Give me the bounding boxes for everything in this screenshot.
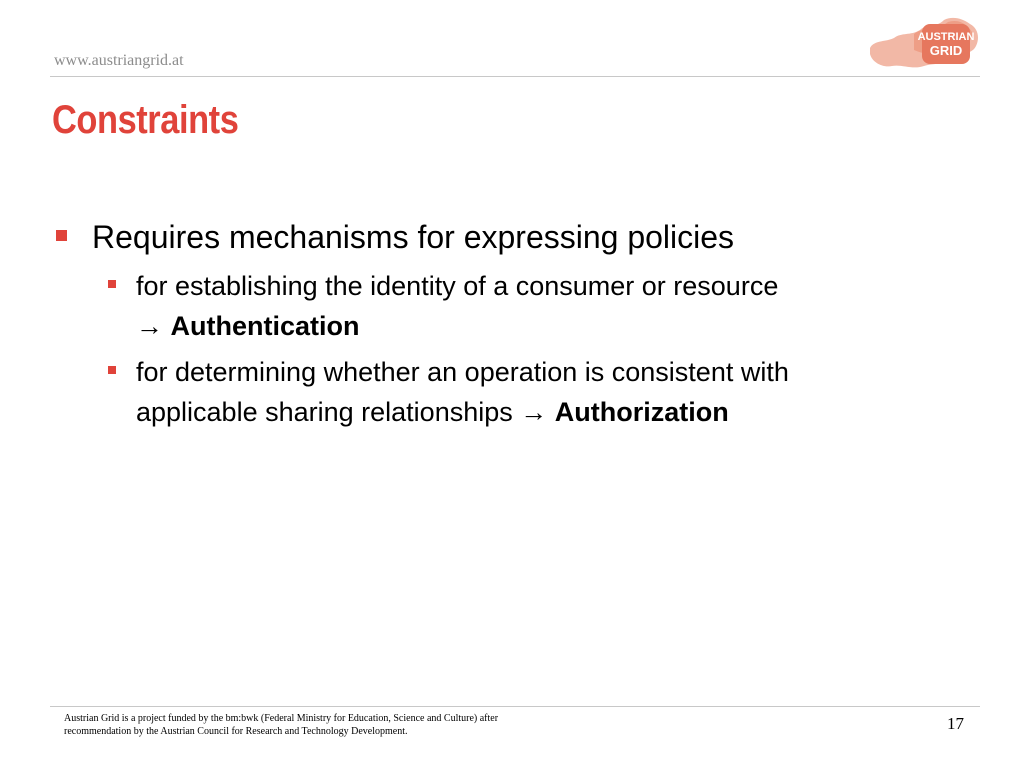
- logo-text-austrian: AUSTRIAN: [917, 31, 975, 43]
- footer-divider: [50, 706, 980, 707]
- logo-text-grid: GRID: [929, 43, 963, 58]
- sub-bullet-result-line: [136, 392, 984, 432]
- sub-bullet-authentication: [54, 266, 984, 346]
- square-bullet-icon: [56, 230, 67, 241]
- footer-note-line-2: recommendation by the Austrian Council for Research and Technology Development.: [64, 726, 408, 737]
- square-bullet-icon: [108, 366, 116, 374]
- arrow-text: →: [136, 311, 171, 341]
- austrian-grid-logo: [864, 10, 982, 74]
- page-number: 17: [947, 714, 964, 733]
- authorization-term: Authorization: [554, 397, 729, 427]
- site-url-link[interactable]: www.austriangrid.at: [54, 52, 184, 69]
- bullet-text: Requires mechanisms for expressing policies: [92, 219, 735, 255]
- sub-bullet-text: for establishing the identity of a consumer or resource: [136, 271, 779, 301]
- footer-note: [64, 712, 624, 738]
- slide-title: Constraints: [52, 98, 239, 142]
- square-bullet-icon: [108, 280, 116, 288]
- sub-bullet-authorization: [54, 352, 984, 432]
- slide-content: [54, 214, 984, 438]
- footer-note-line-1: Austrian Grid is a project funded by the bm:bwk (Federal Ministry for Education, Science and Culture) after: [64, 713, 499, 724]
- sub-bullet-text: for determining whether an operation is consistent with: [136, 357, 789, 387]
- sub-bullet-result-line: [136, 306, 984, 346]
- header-divider: [50, 76, 980, 77]
- authentication-term: Authentication: [170, 311, 360, 341]
- bullet-level-1: [54, 214, 984, 260]
- sub-bullet-text-2: applicable sharing relationships →: [136, 397, 555, 427]
